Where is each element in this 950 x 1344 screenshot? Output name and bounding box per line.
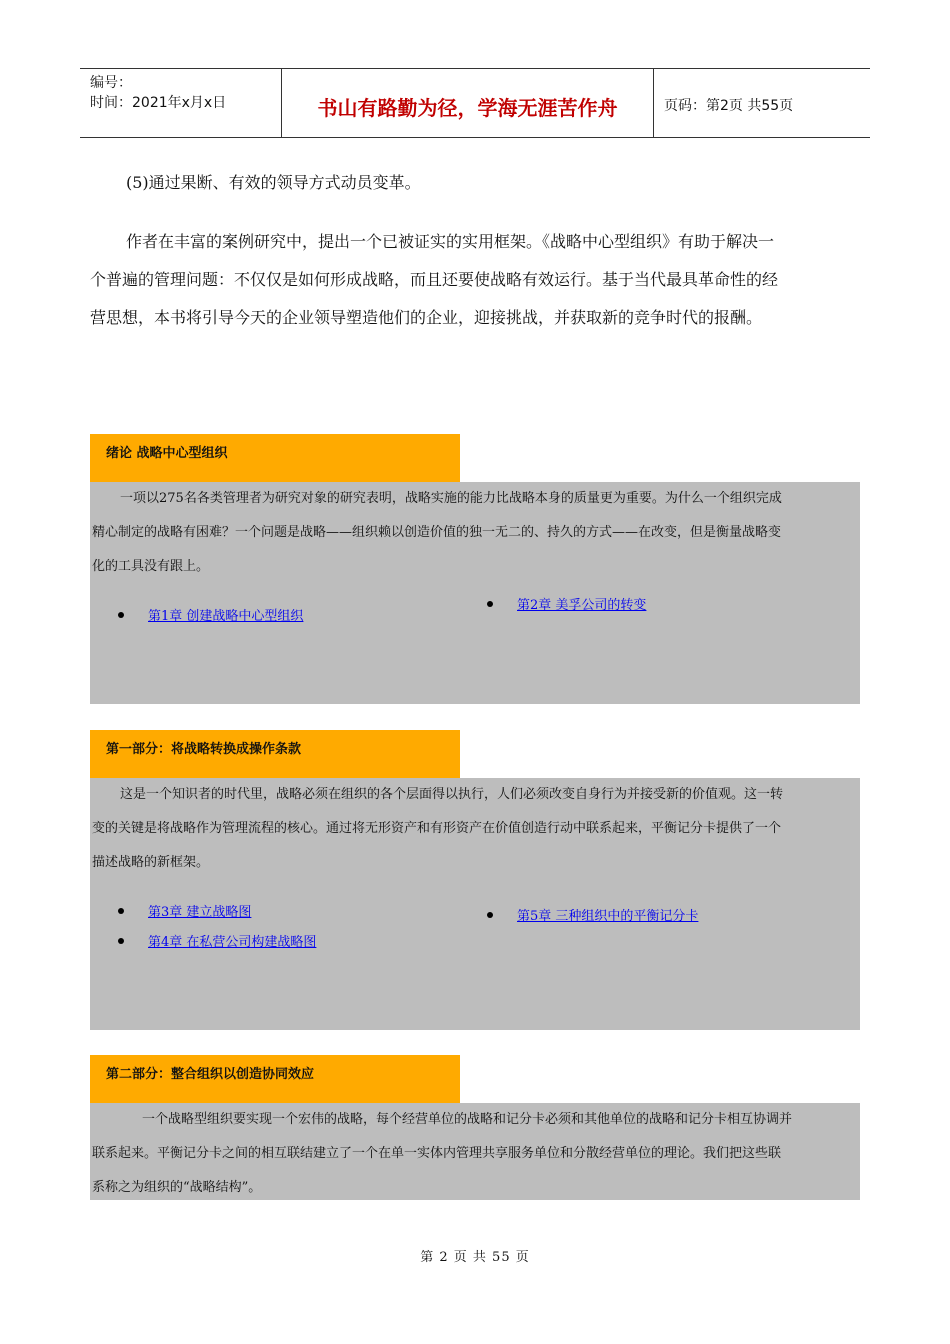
intro-line: 营思想，本书将引导今天的企业领导塑造他们的企业，迎接挑战，并获取新的竞争时代的报酬。	[90, 308, 763, 327]
section-text: 这是一个知识者的时代里，战略必须在组织的各个层面得以执行，人们必须改变自身行为并接受新的价值观。这一转 变的关键是将战略作为管理流程的核心。通过将无形资产和有形资产在价值创造行动中联系起来，平衡记分卡提供了一个 描述战略的新框架。	[92, 787, 784, 870]
bullet-icon	[487, 912, 493, 918]
list-item	[487, 905, 698, 924]
page-header	[80, 68, 870, 138]
chapter-link[interactable]: 第2章 美孚公司的转变	[517, 598, 647, 613]
bullet-icon	[118, 908, 124, 914]
chapter-link[interactable]: 第4章 在私营公司构建战略图	[148, 935, 317, 950]
list-item	[118, 931, 316, 950]
header-meta	[80, 69, 282, 137]
chapter-link[interactable]: 第1章 创建战略中心型组织	[148, 609, 304, 624]
intro-line: 作者在丰富的案例研究中，提出一个已被证实的实用框架。《战略中心型组织》有助于解决一	[126, 232, 775, 251]
section-box-part2	[90, 1103, 860, 1200]
section-title-part1: 第一部分：将战略转换成操作条款	[90, 730, 460, 778]
date-label: 时间：2021年x月x日	[90, 95, 227, 111]
number-label: 编号：	[90, 75, 132, 91]
section-title-part2: 第二部分：整合组织以创造协同效应	[90, 1055, 460, 1103]
section-text: 一项以275名各类管理者为研究对象的研究表明，战略实施的能力比战略本身的质量更为重要。为什么一个组织完成 精心制定的战略有困难？一个问题是战略——组织赖以创造价值的独一无二的、持久的方式——在改变，但是衡量战略变 化的工具没有跟上。	[92, 491, 782, 574]
intro-paragraph	[90, 223, 850, 337]
section-box-intro	[90, 482, 860, 704]
bullet-icon	[487, 601, 493, 607]
section-title-intro: 绪论 战略中心型组织	[90, 434, 460, 482]
list-item	[487, 594, 646, 613]
list-item	[118, 605, 303, 624]
intro-line: 个普遍的管理问题：不仅仅是如何形成战略，而且还要使战略有效运行。基于当代最具革命性的经	[90, 270, 779, 289]
section-text: 一个战略型组织要实现一个宏伟的战略，每个经营单位的战略和记分卡必须和其他单位的战略和记分卡相互协调并 联系起来。平衡记分卡之间的相互联结建立了一个在单一实体内管理共享服务单位和分散经营单位的理论。我们把这些联 系称之为组织的“战略结构”。	[92, 1112, 793, 1195]
list-item	[118, 901, 251, 920]
page-footer: 第 2 页 共 55 页	[420, 1250, 530, 1265]
chapter-link[interactable]: 第3章 建立战略图	[148, 905, 252, 920]
header-motto: 书山有路勤为径，学海无涯苦作舟	[282, 69, 654, 137]
bullet-icon	[118, 612, 124, 618]
header-page-label: 页码：第2页 共55页	[664, 98, 794, 114]
bullet-icon	[118, 938, 124, 944]
item-5: (5)通过果断、有效的领导方式动员变革。	[126, 173, 421, 192]
chapter-link[interactable]: 第5章 三种组织中的平衡记分卡	[517, 909, 699, 924]
